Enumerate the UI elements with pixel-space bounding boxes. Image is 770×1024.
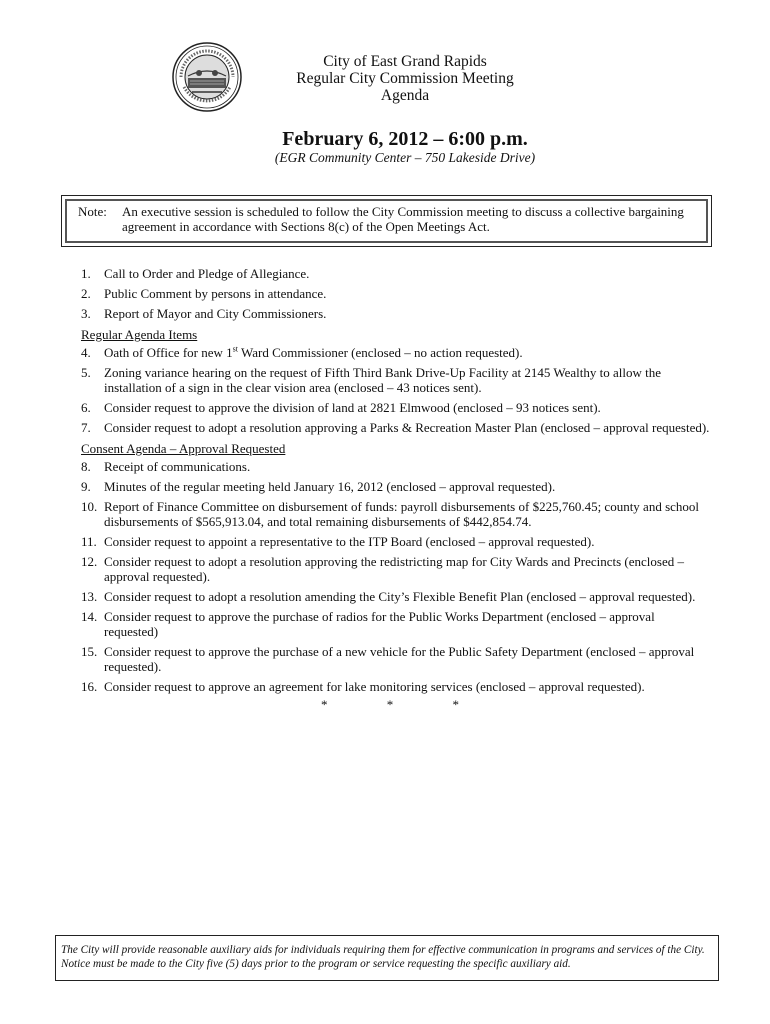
item-text: Receipt of communications. (104, 459, 251, 474)
agenda-item (81, 499, 711, 529)
item-number: 4. (81, 345, 91, 360)
regular-items (81, 365, 711, 435)
note-box (61, 195, 712, 247)
item-number: 3. (81, 306, 91, 321)
item-text: Consider request to adopt a resolution approving the redistricting map for City Wards and Precincts (enclosed – approval requested). (104, 554, 684, 584)
consent-items (81, 459, 711, 694)
agenda-item (81, 286, 711, 301)
accessibility-notice: The City will provide reasonable auxiliary aids for individuals requiring them for effective communication in programs and services of the City. Notice must be made to the City five (5) days prior to the program or service requesting the specific auxiliary aid. (55, 935, 719, 981)
meeting-location: (EGR Community Center – 750 Lakeside Drive) (274, 150, 536, 165)
item-number: 10. (81, 499, 98, 514)
item-text: Consider request to adopt a resolution amending the City’s Flexible Benefit Plan (enclosed – approval requested). (104, 589, 696, 604)
item-text: Consider request to approve the division of land at 2821 Elmwood (enclosed – 93 notices sent). (104, 400, 601, 415)
item-text: Consider request to approve an agreement for lake monitoring services (enclosed – approval requested). (104, 679, 645, 694)
section-regular-agenda: Regular Agenda Items (81, 327, 198, 342)
note-label: Note: (78, 204, 107, 219)
document-header (255, 53, 555, 104)
item-number: 15. (81, 644, 98, 659)
item-text-part: Oath of Office for new 1 (104, 345, 233, 360)
city-seal-icon (172, 42, 242, 112)
note-text: An executive session is scheduled to follow the City Commission meeting to discuss a collective bargaining agreement in accordance with Sections 8(c) of the Open Meetings Act. (122, 204, 684, 234)
item-number: 7. (81, 420, 91, 435)
item-text: Report of Mayor and City Commissioners. (104, 306, 327, 321)
agenda-item (81, 266, 711, 281)
agenda-item (81, 609, 711, 639)
item-text: Public Comment by persons in attendance. (104, 286, 327, 301)
agenda-item (81, 644, 711, 674)
agenda-item (81, 459, 711, 474)
item-text: Call to Order and Pledge of Allegiance. (104, 266, 310, 281)
agenda-item (81, 400, 711, 415)
item-number: 8. (81, 459, 91, 474)
item-number: 11. (81, 534, 97, 549)
item-text (104, 345, 523, 360)
agenda-list (81, 266, 711, 712)
item-text: Consider request to approve the purchase of a new vehicle for the Public Safety Department (enclosed – approval requested). (104, 644, 695, 674)
item-number: 1. (81, 266, 91, 281)
meeting-date: February 6, 2012 – 6:00 p.m. (282, 128, 528, 150)
item-text: Consider request to appoint a representative to the ITP Board (enclosed – approval requested). (104, 534, 595, 549)
city-name: City of East Grand Rapids (323, 53, 487, 70)
item-text: Report of Finance Committee on disbursement of funds: payroll disbursements of $225,760.45; county and school disbursements of $565,913.04, and total remaining disbursements of $442,854.74. (104, 499, 700, 529)
section-consent-agenda: Consent Agenda – Approval Requested (81, 441, 286, 456)
item-number: 14. (81, 609, 98, 624)
item-number: 12. (81, 554, 98, 569)
agenda-item (81, 554, 711, 584)
item-text-part: Ward Commissioner (enclosed – no action requested). (237, 345, 523, 360)
document-type: Agenda (380, 87, 430, 104)
item-text: Zoning variance hearing on the request of Fifth Third Bank Drive-Up Facility at 2145 Wealthy to allow the installation of a sign in the clear vision area (enclosed – 43 notices sent). (104, 365, 661, 395)
meeting-name: Regular City Commission Meeting (296, 70, 514, 87)
agenda-item (81, 479, 711, 494)
agenda-item (81, 420, 711, 435)
item-number: 2. (81, 286, 91, 301)
end-marks: * * * (321, 697, 487, 712)
item-number: 13. (81, 589, 98, 604)
agenda-item (81, 534, 711, 549)
agenda-item (81, 345, 711, 360)
agenda-item (81, 679, 711, 694)
ordinal-suffix: st (232, 344, 238, 354)
agenda-item (81, 306, 711, 321)
agenda-item (81, 365, 711, 395)
item-number: 16. (81, 679, 98, 694)
intro-items (81, 266, 711, 321)
item-number: 6. (81, 400, 91, 415)
item-text: Consider request to adopt a resolution approving a Parks & Recreation Master Plan (enclosed – approval requested). (104, 420, 710, 435)
item-number: 9. (81, 479, 91, 494)
agenda-item (81, 589, 711, 604)
item-text: Minutes of the regular meeting held January 16, 2012 (enclosed – approval requested). (104, 479, 556, 494)
item-text: Consider request to approve the purchase of radios for the Public Works Department (enclosed – approval requested) (104, 609, 655, 639)
item-number: 5. (81, 365, 91, 380)
